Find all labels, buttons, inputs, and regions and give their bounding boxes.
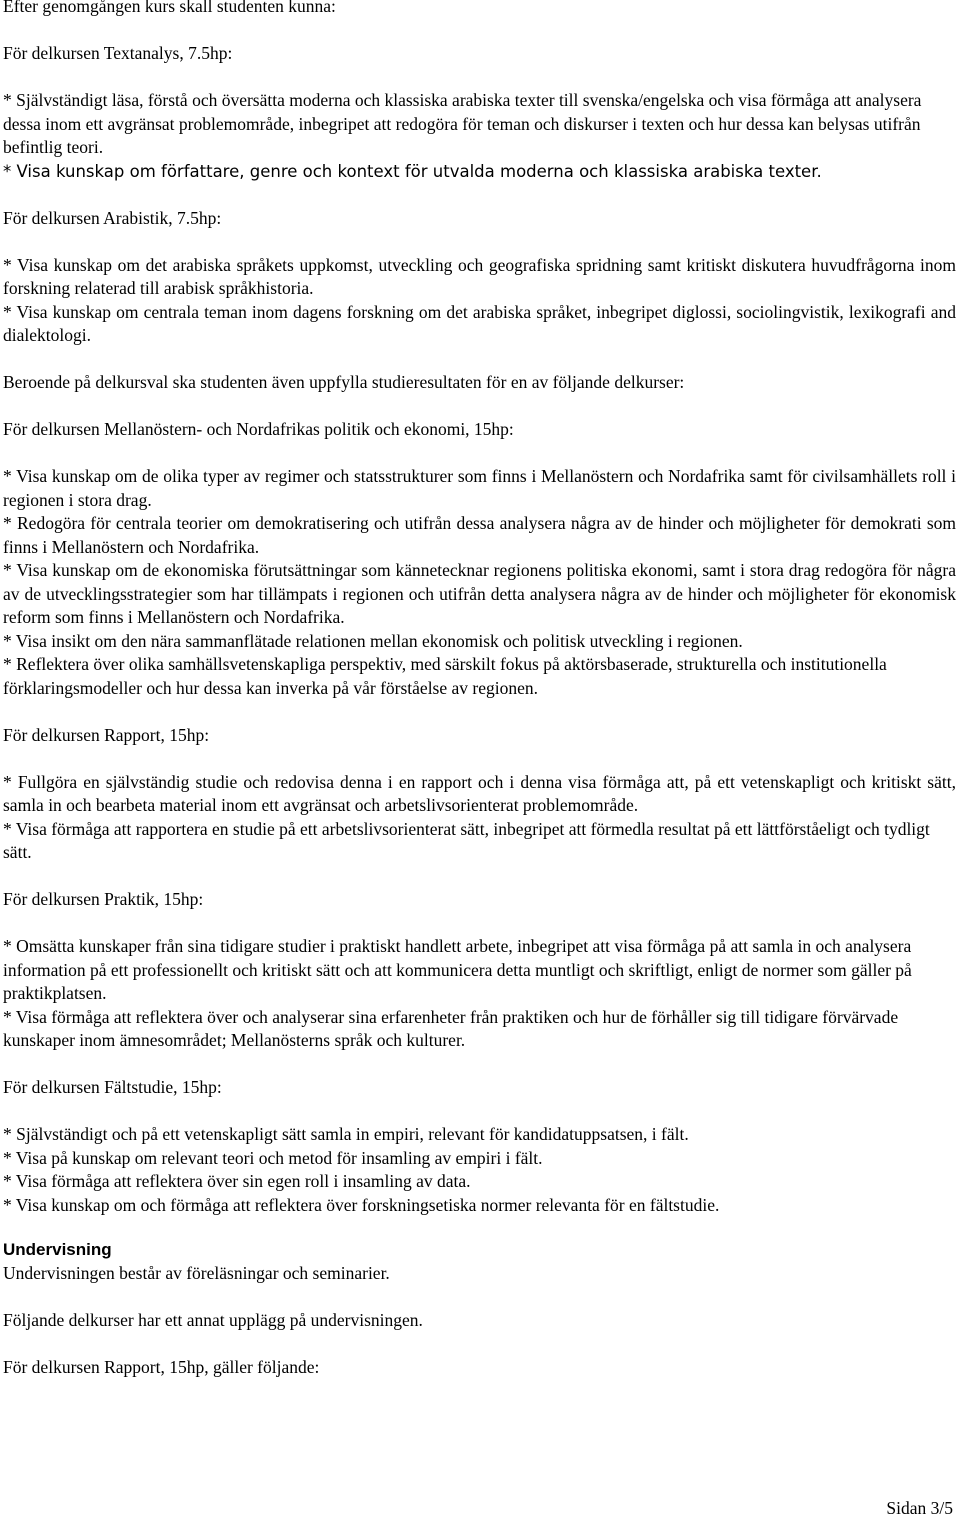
faltstudie-item-4: * Visa kunskap om och förmåga att reflektera över forskningsetiska normer relevanta för en fältstudie. [3, 1194, 720, 1215]
undervisning-text-1: Undervisningen består av föreläsningar och seminarier. [3, 1262, 390, 1283]
undervisning-text-3: För delkursen Rapport, 15hp, gäller följande: [3, 1356, 320, 1377]
rapport-title: För delkursen Rapport, 15hp: [3, 724, 210, 745]
mena-item-4: * Visa insikt om den nära sammanflätade relationen mellan ekonomisk och politisk utveckling i regionen. [3, 630, 743, 651]
arabistik-item-1: * Visa kunskap om det arabiska språkets uppkomst, utveckling och geografiska spridning samt kritiskt diskutera huvudfrågorna inom forskning relaterad till arabisk språkhistoria. [3, 254, 956, 298]
faltstudie-title: För delkursen Fältstudie, 15hp: [3, 1077, 222, 1097]
faltstudie-item-2: * Visa på kunskap om relevant teori och metod för insamling av empiri i fält. [3, 1147, 543, 1168]
mena-item-1: * Visa kunskap om de olika typer av regimer och statsstrukturer som finns i Mellanöstern och Nordafrika samt för civilsamhällets roll i regionen i stora drag. [3, 466, 956, 510]
arabistik-title: För delkursen Arabistik, 7.5hp: [3, 207, 222, 228]
mena-item-2: * Redogöra för centrala teorier om demokratisering och utifrån dessa analysera några av de hinder och möjligheter för demokrati som finns i Mellanöstern och Nordafrika. [3, 513, 956, 557]
praktik-title: För delkursen Praktik, 15hp: [3, 889, 204, 909]
textanalys-item-1: * Självständigt läsa, förstå och översätta moderna och klassiska arabiska texter till svenska/engelska och visa förmåga att analysera dessa inom ett avgränsat problemområde, inbegripet att redogöra för teman och diskurser i texten och hur dessa kan belysas utifrån befintlig teori. [3, 90, 922, 157]
rapport-item-2: * Visa förmåga att rapportera en studie på ett arbetslivsorienterat sätt, inbegripet att förmedla resultat på ett lättförståeligt och tydligt sätt. [3, 818, 930, 862]
mena-item-3: * Visa kunskap om de ekonomiska förutsättningar som kännetecknar regionens politiska ekonomi, samt i stora drag redogöra för några av de utvecklingsstrategier som har tillämpats i regionen och utifrån detta analysera några av de hinder och möjligheter för ekonomisk reform som finns i Mellanöstern och Nordafrika. [3, 560, 956, 627]
faltstudie-item-1: * Självständigt och på ett vetenskapligt sätt samla in empiri, relevant för kandidatuppsatsen, i fält. [3, 1124, 689, 1144]
praktik-item-2: * Visa förmåga att reflektera över och analyserar sina erfarenheter från praktiken och hur de förhåller sig till tidigare förvärvade kunskaper inom ämnesområdet; Mellanösterns språk och kulturer. [3, 1006, 899, 1050]
intro-text: Efter genomgången kurs skall studenten kunna: [3, 0, 336, 16]
faltstudie-item-3: * Visa förmåga att reflektera över sin egen roll i insamling av data. [3, 1171, 471, 1191]
arabistik-item-2: * Visa kunskap om centrala teman inom dagens forskning om det arabiska språket, inbegripet diglossi, sociolingvistik, lexikografi and dialektologi. [3, 301, 956, 345]
textanalys-item-2-visible: * Visa kunskap om författare, genre och kontext för utvalda moderna och klassiska arabiska texter. [3, 161, 822, 181]
dependent-text: Beroende på delkursval ska studenten även uppfylla studieresultaten för en av följande delkurser: [3, 372, 685, 392]
rapport-item-1: * Fullgöra en självständig studie och redovisa denna i en rapport och i denna visa förmåga att, på ett vetenskapligt och kritiskt sätt, samla in och bearbeta material inom ett avgränsat och arbetslivsorienterat problemområde. [3, 771, 956, 815]
undervisning-heading: Undervisning [3, 1240, 112, 1259]
textanalys-title: För delkursen Textanalys, 7.5hp: [3, 43, 233, 63]
undervisning-text-2: Följande delkurser har ett annat upplägg på undervisningen. [3, 1309, 423, 1330]
page-number: Sidan 3/5 [886, 1498, 953, 1518]
mena-title: För delkursen Mellanöstern- och Nordafrikas politik och ekonomi, 15hp: [3, 419, 514, 439]
praktik-item-1: * Omsätta kunskaper från sina tidigare studier i praktiskt handlett arbete, inbegripet att visa förmåga på att samla in och analysera information på ett professionellt och kritiskt sätt och att kommunicera detta muntligt och skriftligt, enligt de normer som gäller på praktikplatsen. [3, 936, 912, 1003]
document-page [3, 0, 956, 1379]
mena-item-5: * Reflektera över olika samhällsvetenskapliga perspektiv, med särskilt fokus på aktörsbaserade, strukturella och institutionella förklaringsmodeller och hur dessa kan inverka på vår förståelse av regionen. [3, 654, 887, 698]
